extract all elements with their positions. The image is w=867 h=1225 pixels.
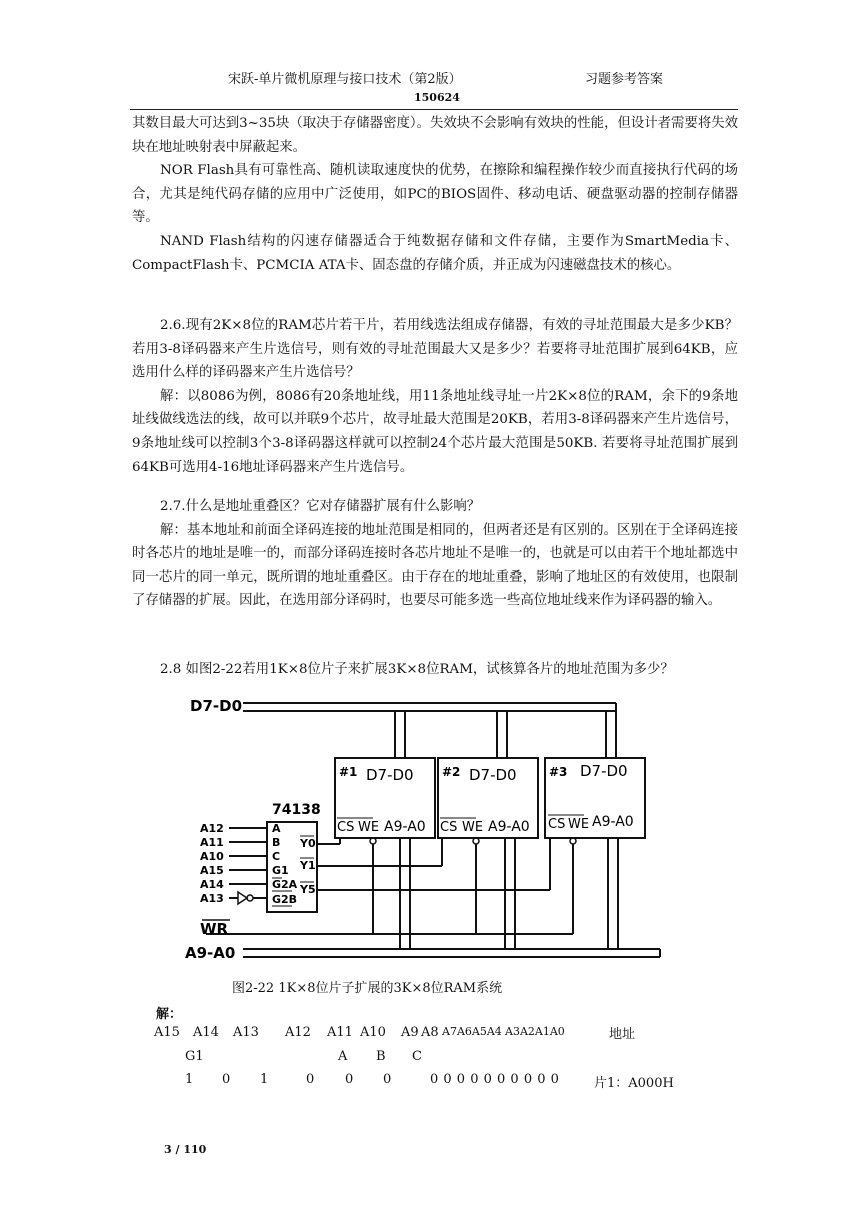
row2-c: C [412,1049,422,1064]
pin-b: B [272,836,281,849]
header-sub: 150624 [414,91,460,104]
q27-answer: 解：基本地址和前面全译码连接的地址范围是相同的，但两者还是有区别的。区别在于全译码连接时各芯片的地址是唯一的，而部分译码连接时各芯片地址不是唯一的，也就是可以由若干个地址都选中同一芯片的同一单元，既所谓的地址重叠区。由于存在的地址重叠，影响了地址区的有效使用，也限制了存储器的扩展。因此，在选用部分译码时，也要尽可能多选一些高位地址线来作为译码器的输入。 [132,522,738,609]
chip1-we: WE [358,820,380,835]
row2-g1: G1 [185,1049,204,1064]
chip3-cs: CS [548,817,566,832]
header-left: 宋跃-单片微机原理与接口技术（第2版） [228,72,462,87]
input-a13: A13 [200,892,224,905]
input-a15: A15 [200,864,224,877]
head-a14: A14 [193,1025,219,1040]
q26-question: 2.6.现有2K×8位的RAM芯片若干片，若用线选法组成存储器，有效的寻址范围最大是多少KB？若用3-8译码器来产生片选信号，则有效的寻址范围最大又是多少？若要将寻址范围扩展到64KB，应选用什么样的译码器来产生片选信号？ [132,318,738,381]
bit-a12: 0 [306,1072,315,1087]
input-a11: A11 [200,836,224,849]
input-a14: A14 [200,878,224,891]
q26-section [132,314,738,479]
pin-g2a: G2A [272,878,298,891]
head-a11: A11 [327,1025,353,1040]
intro-p2: NOR Flash具有可靠性高、随机读取速度快的优势，在擦除和编程操作较少而直接执行代码的场合，尤其是纯代码存储的应用中广泛使用，如PC的BIOS固件、移动电话、硬盘驱动器的控制存储器等。 [132,163,738,226]
wr-label: WR [200,920,229,938]
pin-g2b: G2B [272,893,298,906]
input-a12: A12 [200,822,224,835]
pin-a: A [272,822,281,835]
figure-caption: 图2-22 1K×8位片子扩展的3K×8位RAM系统 [232,981,503,996]
bus-addr-label: A9-A0 [185,944,236,962]
pin-c: C [272,850,281,863]
chip2-addr: A9-A0 [488,819,530,835]
intro-section [132,112,738,277]
head-a7-a4: A7A6A5A4 [442,1025,502,1038]
row2-a: A [338,1049,348,1064]
pin-y1: Y1 [300,859,316,872]
bit-a10: 0 [383,1072,392,1087]
row3-result: 片1：A000H [594,1076,674,1091]
head-a10: A10 [360,1025,386,1040]
solution-label: 解： [156,1007,183,1022]
decoder-label: 74138 [272,802,321,818]
pin-y5: Y5 [300,883,316,896]
pin-y0: Y0 [300,837,316,850]
head-a13: A13 [233,1025,259,1040]
chip3-we: WE [568,817,590,832]
bits-low: 0 0 0 0 0 0 0 0 0 0 [430,1072,560,1087]
head-a8: A8 [421,1025,439,1040]
q27-question: 2.7.什么是地址重叠区？它对存储器扩展有什么影响？ [160,499,481,514]
head-address: 地址 [609,1027,636,1042]
chip1-addr: A9-A0 [384,819,426,835]
chip1-data: D7-D0 [366,766,414,784]
chip1-num: #1 [339,765,358,779]
chip3-addr: A9-A0 [592,814,634,830]
head-a9: A9 [401,1025,419,1040]
q26-answer: 解：以8086为例，8086有20条地址线，用11条地址线寻址一片2K×8位的RAM，余下的9条地址线做线选法的线，故可以并联9个芯片，故寻址最大范围是20KB，若用3-8译码器来产生片选信号，9条地址线可以控制3个3-8译码器这样就可以控制24个芯片最大范围是50KB. 若要将寻址范围扩展到64KB可选用4-16地址译码器来产生片选信号。 [132,388,738,475]
chip3-data: D7-D0 [580,762,628,780]
row2-b: B [376,1049,386,1064]
head-a15: A15 [154,1025,180,1040]
bus-data-label: D7-D0 [190,697,243,715]
intro-p3: NAND Flash结构的闪速存储器适合于纯数据存储和文件存储，主要作为SmartMedia卡、CompactFlash卡、PCMCIA ATA卡、固态盘的存储介质，并正成为闪速磁盘技术的核心。 [132,233,738,273]
chip1-cs: CS [337,820,355,835]
intro-p1: 其数目最大可达到3~35块（取决于存储器密度）。失效块不会影响有效块的性能，但设计者需要将失效块在地址映射表中屏蔽起来。 [132,116,738,155]
chip2-cs: CS [440,820,458,835]
page-number: 3 / 110 [164,1143,207,1156]
head-a3-a0: A3A2A1A0 [505,1025,565,1038]
chip2-num: #2 [442,765,461,779]
chip2-we: WE [462,820,484,835]
chip3-num: #3 [549,765,568,779]
bit-a11: 0 [345,1072,354,1087]
pin-g1: G1 [272,864,289,877]
bit-a13: 1 [260,1072,269,1087]
header-rule [130,109,738,110]
input-a10: A10 [200,850,224,863]
q28-question: 2.8 如图2-22若用1K×8位片子来扩展3K×8位RAM，试核算各片的地址范围为多少？ [160,662,674,677]
bit-a14: 0 [222,1072,231,1087]
header-right: 习题参考答案 [585,72,664,87]
head-a12: A12 [285,1025,311,1040]
chip2-data: D7-D0 [469,766,517,784]
q27-section [132,495,738,613]
bit-a15: 1 [185,1072,194,1087]
